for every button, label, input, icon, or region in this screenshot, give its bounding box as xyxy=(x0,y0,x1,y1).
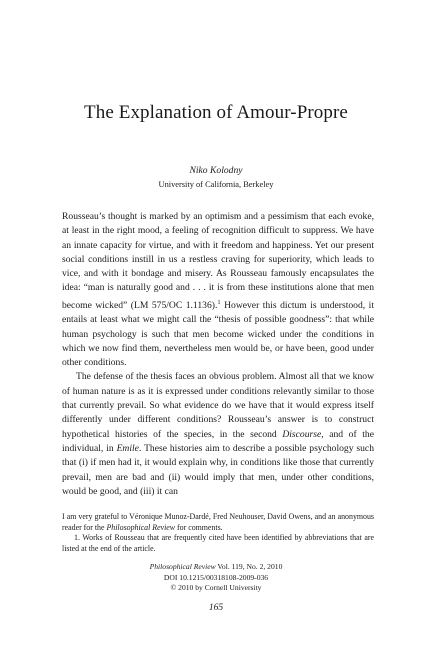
emile-title: Emile xyxy=(116,442,139,454)
journal-citation xyxy=(0,562,432,573)
acknowledgment-text-a: I am very grateful to Véronique Munoz-Dardé, Fred Neuhouser, David Owens, and an anonymous reader for the xyxy=(62,512,374,532)
footnote-ref-1: 1 xyxy=(217,298,221,306)
acknowledgment-note xyxy=(62,512,374,533)
paragraph-1 xyxy=(62,210,374,370)
footnotes xyxy=(62,512,374,554)
author-affiliation: University of California, Berkeley xyxy=(158,180,274,189)
paragraph-1-text-a: Rousseau’s thought is marked by an optimism and a pessimism that each evoke, at least in the right mood, a feeling of recognition difficult to suppress. We have an innate capacity for virtue, and with it freedom and happiness. Yet our present social conditions instill in us a restless craving for superiority, which leads to vice, and with it bondage and misery. As Rousseau famously encapsulates the idea: “man is naturally good and . . . it is from these institutions alone that men become wicked” (LM 575/OC 1.1136). xyxy=(62,211,374,311)
paragraph-2-text-b: , and of the individual, in xyxy=(62,428,374,454)
journal-copyright: © 2010 by Cornell University xyxy=(170,583,262,593)
author-name: Niko Kolodny xyxy=(189,165,243,176)
journal-doi: DOI 10.1215/00318108-2009-036 xyxy=(163,572,269,582)
page-number: 165 xyxy=(208,603,224,613)
acknowledgment-journal: Philosophical Review xyxy=(106,522,176,532)
journal-volume: Vol. 119, No. 2, 2010 xyxy=(215,562,283,571)
paragraph-2 xyxy=(62,370,374,499)
article-title: The Explanation of Amour-Propre xyxy=(84,102,348,123)
acknowledgment-text-b: for comments. xyxy=(175,522,223,532)
article-body xyxy=(62,210,374,499)
footnote-1: 1. Works of Rousseau that are frequently cited have been identified by abbreviations that are listed at the end of the article. xyxy=(62,533,374,553)
paragraph-2-text-a: The defense of the thesis faces an obvious problem. Almost all that we know of human nature is as it is expressed under conditions relevantly similar to those that currently prevail. So what evidence do we have that it would express itself differently under different conditions? Rousseau’s answer is to construct hypothetical histories of the species, in the second xyxy=(62,371,374,440)
paragraph-2-text-c: . These histories aim to describe a possible psychology such that (i) if men had it, it would explain why, in conditions like those that currently prevail, men are bad and (ii) would imply that men, under other conditions, would be good, and (iii) it can xyxy=(62,442,374,497)
paragraph-1-text-b: However this dictum is understood, it entails at least what we might call the “thesis of possible goodness”: that while human psychology is such that men become wicked under the conditions in which we now find them, nevertheless men would be, or have been, good under other conditions. xyxy=(62,299,374,369)
journal-info xyxy=(0,562,432,594)
discourse-title: Discourse xyxy=(282,428,322,440)
journal-name: Philosophical Review xyxy=(149,562,216,571)
